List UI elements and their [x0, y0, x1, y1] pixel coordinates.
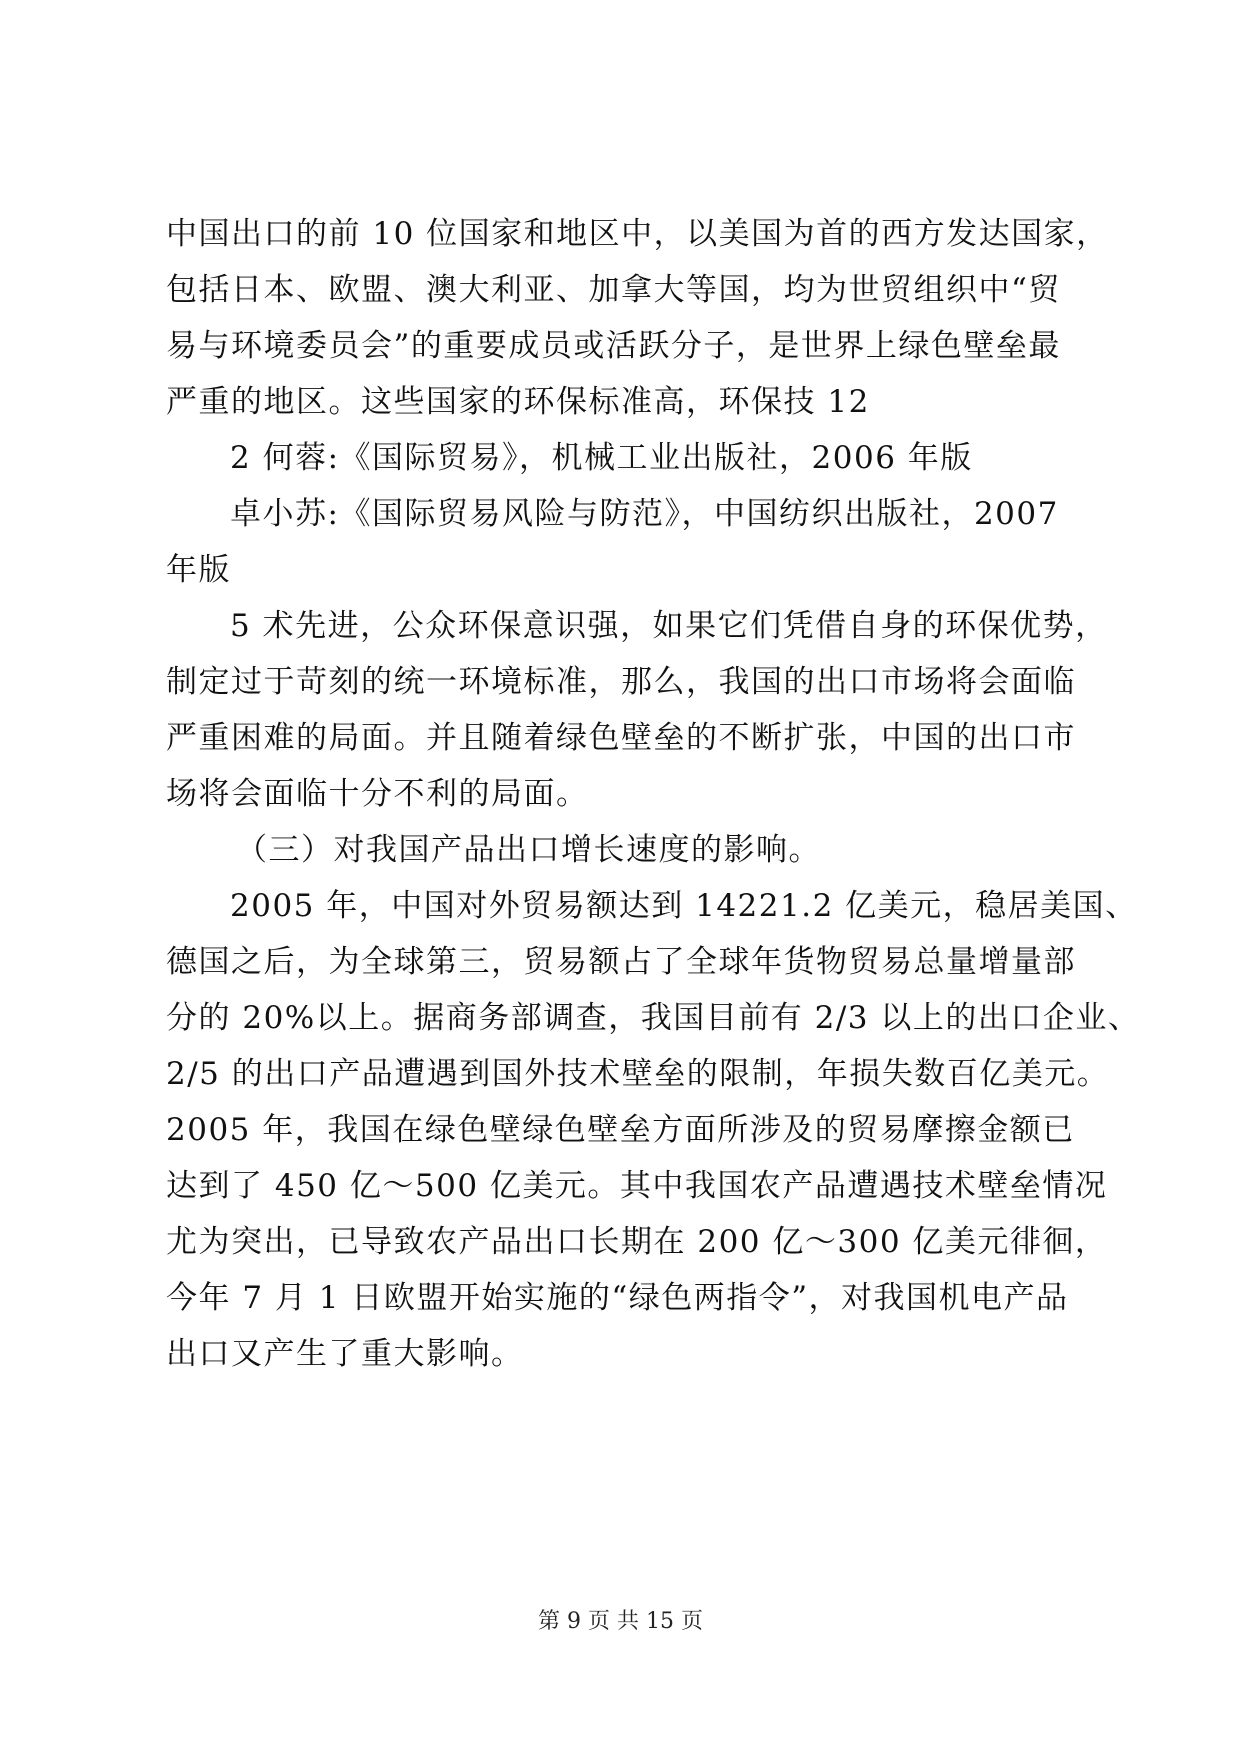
reference-line: 卓小苏:《国际贸易风险与防范》，中国纺织出版社，2007: [230, 496, 1059, 532]
paragraph-line: 出口又产生了重大影响。: [166, 1336, 524, 1372]
paragraph-line: 场将会面临十分不利的局面。: [166, 776, 589, 812]
paragraph-line: 分的 20%以上。据商务部调查，我国目前有 2/3 以上的出口企业、: [166, 1000, 1141, 1036]
page-footer: 第 9 页 共 15 页: [538, 1609, 703, 1634]
paragraph-line: 包括日本、欧盟、澳大利亚、加拿大等国，均为世贸组织中“贸: [166, 272, 1061, 308]
paragraph-line: 严重的地区。这些国家的环保标准高，环保技 12: [166, 384, 870, 420]
paragraph-line: 德国之后，为全球第三，贸易额占了全球年货物贸易总量增量部: [166, 944, 1076, 980]
paragraph-line: 2005 年，我国在绿色壁绿色壁垒方面所涉及的贸易摩擦金额已: [166, 1112, 1075, 1148]
paragraph-line: 严重困难的局面。并且随着绿色壁垒的不断扩张，中国的出口市: [166, 720, 1076, 756]
paragraph-line: 2/5 的出口产品遭遇到国外技术壁垒的限制，年损失数百亿美元。: [166, 1056, 1110, 1092]
paragraph-line: 5 术先进，公众环保意识强，如果它们凭借自身的环保优势，: [230, 608, 1108, 644]
paragraph-line: 中国出口的前 10 位国家和地区中，以美国为首的西方发达国家，: [166, 216, 1109, 252]
paragraph-line: 尤为突出，已导致农产品出口长期在 200 亿～300 亿美元徘徊，: [166, 1224, 1108, 1260]
section-heading: （三）对我国产品出口增长速度的影响。: [236, 832, 821, 868]
paragraph-line: 易与环境委员会”的重要成员或活跃分子，是世界上绿色壁垒最: [166, 328, 1061, 364]
paragraph-line: 2005 年，中国对外贸易额达到 14221.2 亿美元，稳居美国、: [230, 888, 1138, 924]
paragraph-line: 达到了 450 亿～500 亿美元。其中我国农产品遭遇技术壁垒情况: [166, 1168, 1108, 1204]
paragraph-line: 今年 7 月 1 日欧盟开始实施的“绿色两指令”，对我国机电产品: [166, 1280, 1069, 1316]
reference-line: 年版: [166, 552, 231, 588]
reference-1: 2 何蓉:《国际贸易》，机械工业出版社，2006 年版: [230, 440, 973, 476]
paragraph-line: 制定过于苛刻的统一环境标准，那么，我国的出口市场将会面临: [166, 664, 1076, 700]
